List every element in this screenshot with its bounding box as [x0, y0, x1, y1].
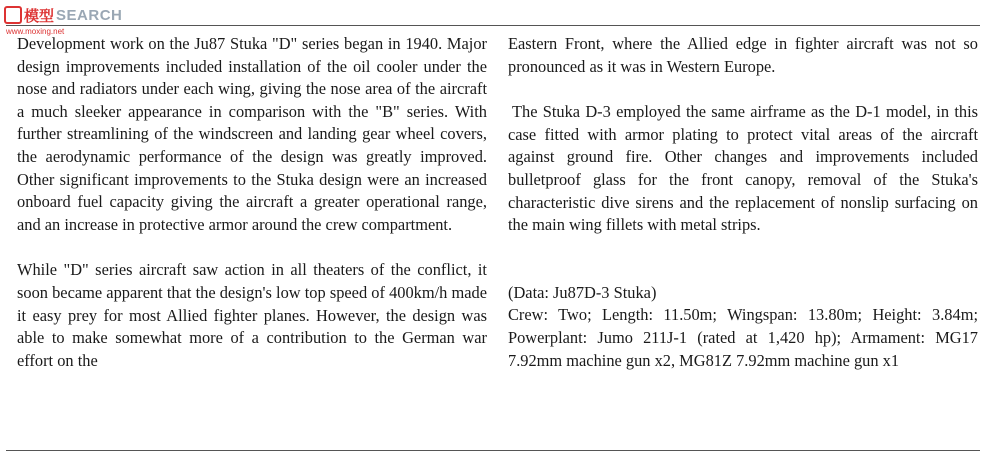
bottom-divider: [6, 450, 980, 451]
data-heading: (Data: Ju87D-3 Stuka): [508, 282, 657, 302]
paragraph-eastern-front: Eastern Front, where the Allied edge in fighter aircraft was not so pronounced as it was in Western Europe.: [508, 34, 978, 76]
left-column: [17, 33, 487, 372]
paragraph-development: Development work on the Ju87 Stuka "D" series began in 1940. Major design improvements included installation of the oil cooler under the nose and radiators under each wing, giving the nose area of the aircraft a much sleeker appearance in comparison with the "B" series. With further streamlining of the windscreen and landing gear wheel covers, the aerodynamic performance of the design was greatly improved. Other significant improvements to the Stuka design were an increased onboard fuel capacity giving the aircraft a greater operational range, and an increase in protective armor around the crew compartment.: [17, 34, 487, 234]
watermark-logo: [4, 4, 122, 26]
logo-icon: [4, 6, 22, 24]
right-column: [508, 33, 978, 372]
data-specifications: Crew: Two; Length: 11.50m; Wingspan: 13.80m; Height: 3.84m; Powerplant: Jumo 211J-1 (rated at 1,420 hp); Armament: MG17 7.92mm machine gun x2, MG81Z 7.92mm machine gun x1: [508, 305, 978, 370]
watermark-cjk: 模型: [24, 7, 55, 25]
watermark-brand: SEARCH: [56, 6, 123, 24]
paragraph-d3: The Stuka D-3 employed the same airframe as the D-1 model, in this case fitted with armor plating to protect vital areas of the aircraft against ground fire. Other changes and improvements included bulletproof glass for the front canopy, removal of the Stuka's characteristic dive sirens and the replacement of nonslip surfacing on the main wing fillets with metal strips.: [508, 102, 978, 235]
paragraph-combat: While "D" series aircraft saw action in all theaters of the conflict, it soon became apparent that the design's low top speed of 400km/h made it easy prey for most Allied fighter planes. However, the design was able to make somewhat more of a contribution to the German war effort on the: [17, 260, 487, 370]
watermark-url: www.moxing.net: [6, 27, 65, 36]
top-divider: [6, 25, 980, 26]
